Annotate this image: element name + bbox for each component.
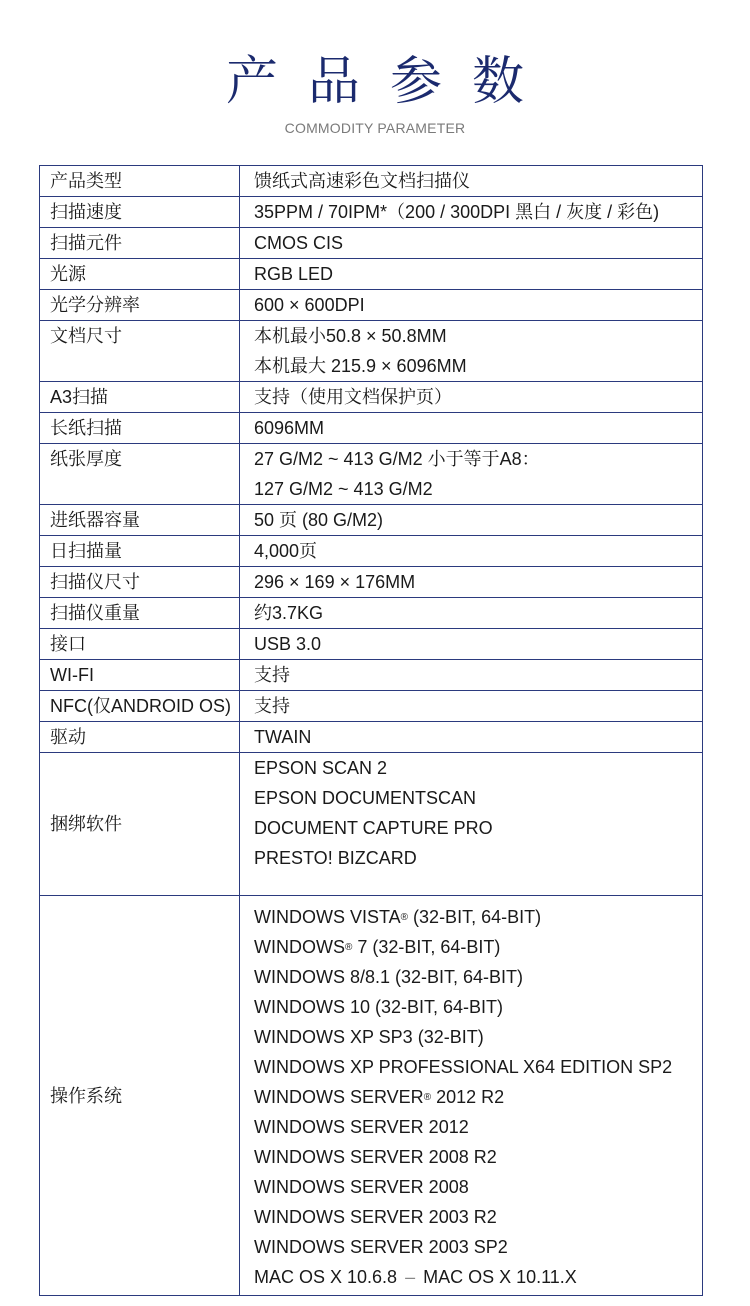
row-label: 捆绑软件 <box>40 753 240 896</box>
row-label: 扫描仪重量 <box>40 598 240 629</box>
table-row <box>40 691 703 722</box>
row-value: EPSON SCAN 2 EPSON DOCUMENTSCAN DOCUMENT CAPTURE PRO PRESTO! BIZCARD <box>240 753 703 896</box>
row-label: 操作系统 <box>40 896 240 1296</box>
table-row <box>40 896 703 1296</box>
row-value: 支持 <box>240 691 703 722</box>
row-label: 长纸扫描 <box>40 413 240 444</box>
table-row <box>40 413 703 444</box>
table-row <box>40 505 703 536</box>
row-value: 支持（使用文档保护页） <box>240 382 703 413</box>
row-label: 光源 <box>40 259 240 290</box>
row-label: A3扫描 <box>40 382 240 413</box>
spec-table <box>39 165 703 1296</box>
page-title: 产品参数 <box>225 52 554 112</box>
row-label: 扫描元件 <box>40 228 240 259</box>
row-value: 50 页 (80 G/M2) <box>240 505 703 536</box>
table-row <box>40 321 703 382</box>
table-row <box>40 660 703 691</box>
row-label: NFC(仅ANDROID OS) <box>40 691 240 722</box>
row-value: 27 G/M2 ~ 413 G/M2 小于等于A8： 127 G/M2 ~ 413 G/M2 <box>240 444 703 505</box>
table-row <box>40 197 703 228</box>
row-label: 纸张厚度 <box>40 444 240 505</box>
row-value: 馈纸式高速彩色文档扫描仪 <box>240 166 703 197</box>
row-value: USB 3.0 <box>240 629 703 660</box>
row-value: RGB LED <box>240 259 703 290</box>
table-row <box>40 166 703 197</box>
row-label: 光学分辨率 <box>40 290 240 321</box>
row-value: 4,000页 <box>240 536 703 567</box>
row-value: CMOS CIS <box>240 228 703 259</box>
registered-mark: ® <box>400 912 409 923</box>
table-row <box>40 228 703 259</box>
row-label: 驱动 <box>40 722 240 753</box>
page-subtitle: COMMODITY PARAMETER <box>284 120 466 136</box>
row-label: 接口 <box>40 629 240 660</box>
table-row <box>40 536 703 567</box>
row-label: 日扫描量 <box>40 536 240 567</box>
table-row <box>40 444 703 505</box>
row-label: 扫描速度 <box>40 197 240 228</box>
row-value: 支持 <box>240 660 703 691</box>
row-value: WINDOWS VISTA® (32-BIT, 64-BIT) WINDOWS® 7 (32-BIT, 64-BIT) WINDOWS 8/8.1 (32-BIT, 64-BIT) WINDOWS 10 (32-BIT, 64-BIT) WINDOWS XP SP3 (32-BIT) WINDOWS XP PROFESSIONAL X64 EDITION SP2 WINDOWS SERVER® 2012 R2 WINDOWS SERVER 2012 WINDOWS SERVER 2008 R2 WINDOWS SERVER 2008 WINDOWS SERVER 2003 R2 WINDOWS SERVER 2003 SP2 MAC OS X 10.6.8 – MAC OS X 10.11.X <box>240 896 703 1296</box>
table-row <box>40 722 703 753</box>
row-value: 约3.7KG <box>240 598 703 629</box>
table-row <box>40 259 703 290</box>
row-value: 600 × 600DPI <box>240 290 703 321</box>
table-row <box>40 753 703 896</box>
registered-mark: ® <box>423 1092 432 1103</box>
registered-mark: ® <box>344 942 353 953</box>
row-label: 进纸器容量 <box>40 505 240 536</box>
row-label: 文档尺寸 <box>40 321 240 382</box>
row-label: 扫描仪尺寸 <box>40 567 240 598</box>
table-row <box>40 290 703 321</box>
row-label: WI-FI <box>40 660 240 691</box>
row-value: 本机最小50.8 × 50.8MM 本机最大 215.9 × 6096MM <box>240 321 703 382</box>
table-row <box>40 567 703 598</box>
row-value: 6096MM <box>240 413 703 444</box>
table-row <box>40 382 703 413</box>
table-row <box>40 598 703 629</box>
row-value: TWAIN <box>240 722 703 753</box>
row-label: 产品类型 <box>40 166 240 197</box>
row-value: 296 × 169 × 176MM <box>240 567 703 598</box>
table-row <box>40 629 703 660</box>
row-value: 35PPM / 70IPM*（200 / 300DPI 黑白 / 灰度 / 彩色) <box>240 197 703 228</box>
